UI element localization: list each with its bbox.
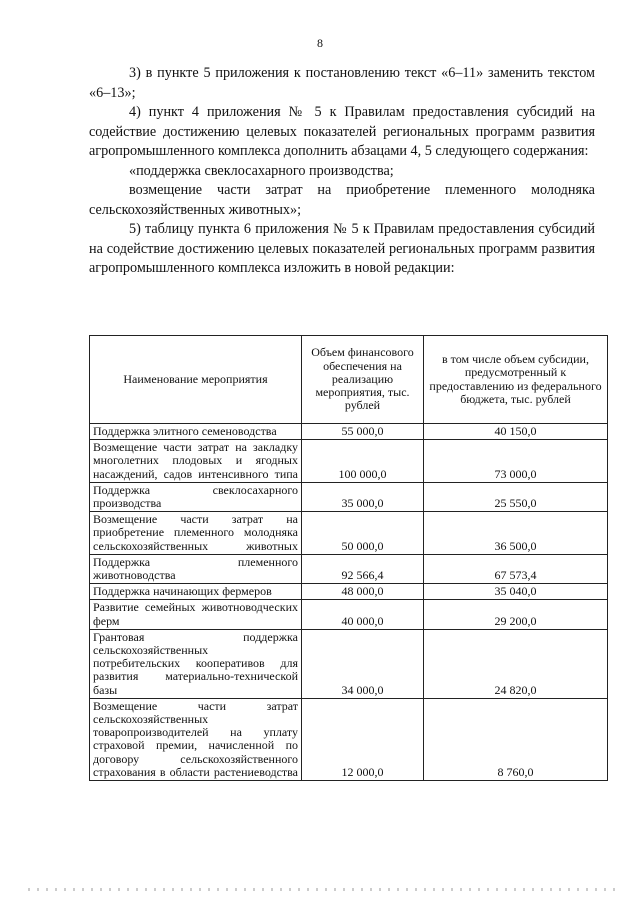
table-row (90, 482, 608, 511)
table-row (90, 698, 608, 780)
paragraph-item-4: 4) пункт 4 приложения № 5 к Правилам предоставления субсидий на содействие достижению целевых показателей региональных программ развития агропромышленного комплекса дополнить абзацами 4, 5 следующего содержания: (89, 104, 595, 159)
row-total: 12 000,0 (302, 698, 424, 780)
row-federal: 67 573,4 (424, 554, 608, 583)
document-body (89, 64, 595, 279)
scan-artifact-line (28, 888, 618, 891)
row-name: Поддержка элитного семеноводства (90, 424, 302, 440)
subsidy-table-wrapper (89, 335, 607, 781)
row-federal: 36 500,0 (424, 512, 608, 555)
row-federal: 24 820,0 (424, 629, 608, 698)
row-federal: 73 000,0 (424, 440, 608, 483)
table-row (90, 629, 608, 698)
row-total: 50 000,0 (302, 512, 424, 555)
header-activity-name: Наименование мероприятия (90, 336, 302, 424)
row-total: 100 000,0 (302, 440, 424, 483)
row-name: Поддержка свеклосахарного производства (90, 482, 302, 511)
table-row (90, 512, 608, 555)
table-row (90, 424, 608, 440)
header-federal-subsidy: в том числе объем субсидии, предусмотренный к предоставлению из федерального бюджета, тыс. рублей (424, 336, 608, 424)
row-federal: 8 760,0 (424, 698, 608, 780)
row-federal: 29 200,0 (424, 600, 608, 629)
row-total: 34 000,0 (302, 629, 424, 698)
row-name: Возмещение части затрат на закладку многолетних плодовых и ягодных насаждений, садов интенсивного типа (90, 440, 302, 483)
quoted-line-1: «поддержка свеклосахарного производства; (129, 162, 394, 179)
row-total: 48 000,0 (302, 584, 424, 600)
row-federal: 25 550,0 (424, 482, 608, 511)
row-federal: 40 150,0 (424, 424, 608, 440)
table-row (90, 584, 608, 600)
subsidy-table (89, 335, 608, 781)
row-name: Грантовая поддержка сельскохозяйственных потребительских кооперативов для развития материально-технической базы (90, 629, 302, 698)
row-name: Поддержка начинающих фермеров (90, 584, 302, 600)
page-number: 8 (317, 36, 323, 50)
table-header-row (90, 336, 608, 424)
row-federal: 35 040,0 (424, 584, 608, 600)
paragraph-item-3: 3) в пункте 5 приложения к постановлению текст «6–11» заменить текстом «6–13»; (89, 65, 595, 101)
row-name: Возмещение части затрат на приобретение племенного молодняка сельскохозяйственных животных (90, 512, 302, 555)
row-total: 55 000,0 (302, 424, 424, 440)
row-total: 35 000,0 (302, 482, 424, 511)
table-row (90, 600, 608, 629)
quoted-line-2: возмещение части затрат на приобретение племенного молодняка сельскохозяйственных животных»; (89, 182, 595, 218)
row-name: Возмещение части затрат сельскохозяйственных товаропроизводителей на уплату страховой премии, начисленной по договору сельскохозяйственного страхования в области растениеводства (90, 698, 302, 780)
table-row (90, 440, 608, 483)
paragraph-item-5: 5) таблицу пункта 6 приложения № 5 к Правилам предоставления субсидий на содействие достижению целевых показателей региональных программ развития агропромышленного комплекса изложить в новой редакции: (89, 221, 595, 276)
table-row (90, 554, 608, 583)
row-total: 40 000,0 (302, 600, 424, 629)
row-name: Развитие семейных животноводческих ферм (90, 600, 302, 629)
row-total: 92 566,4 (302, 554, 424, 583)
row-name: Поддержка племенного животноводства (90, 554, 302, 583)
header-total-funding: Объем финансового обеспечения на реализацию мероприятия, тыс. рублей (302, 336, 424, 424)
